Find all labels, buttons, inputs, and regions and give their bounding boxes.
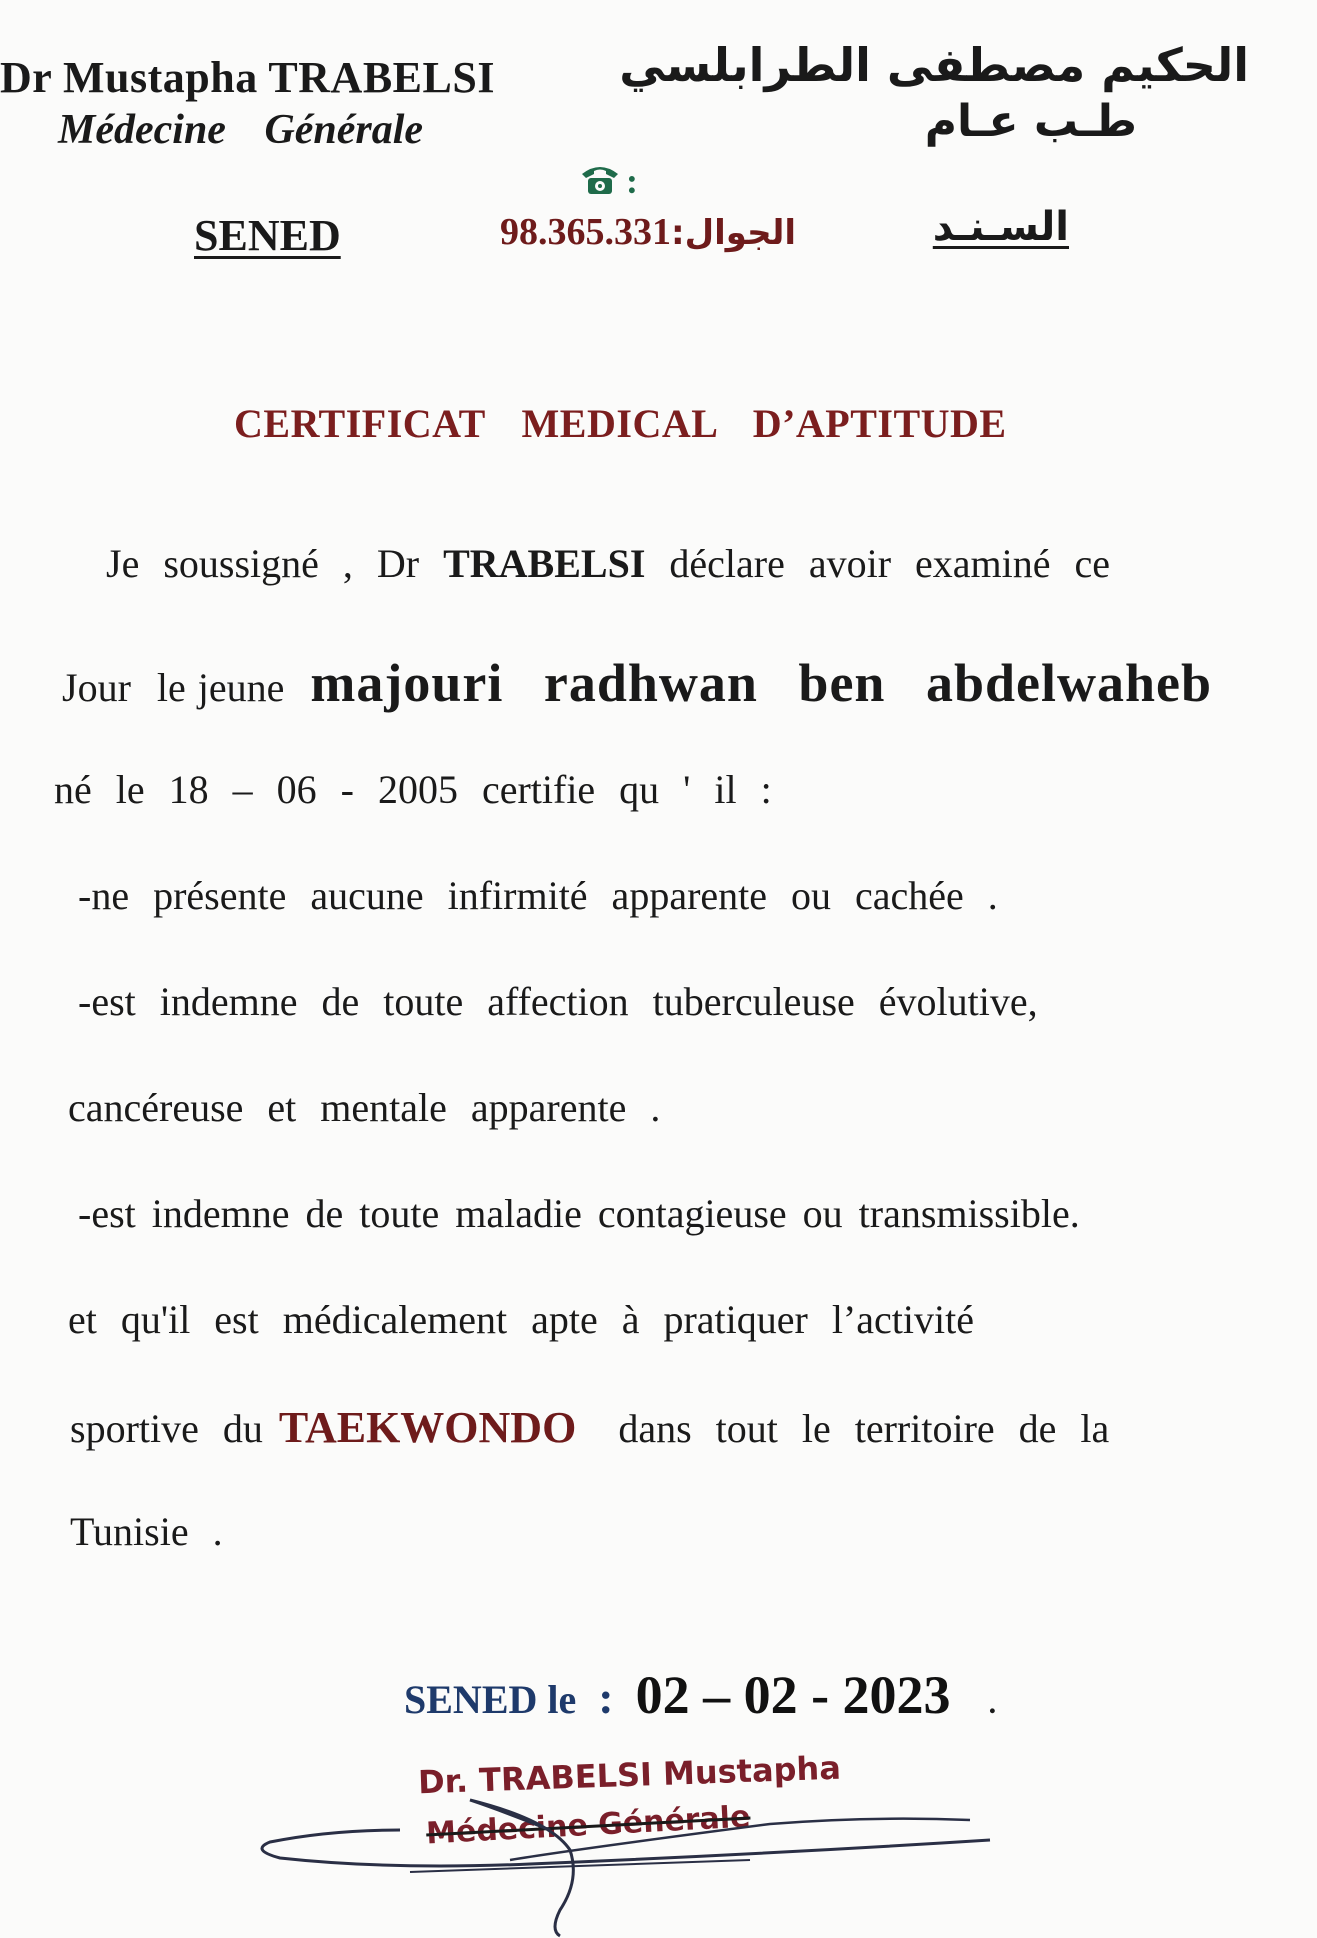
body-line-10: Tunisie .	[70, 1509, 223, 1554]
date-colon: :	[598, 1672, 614, 1723]
date-place-label: SENED le	[404, 1677, 577, 1722]
phone-colon: :	[626, 161, 638, 201]
stamp-specialty: Médecine Générale	[425, 1799, 752, 1852]
signature	[250, 1790, 1010, 1938]
body-line-9-end: dans tout le territoire de la	[618, 1406, 1110, 1451]
body-line-1	[106, 540, 1110, 587]
body-line-5: -est indemne de toute affection tuberculeuse évolutive,	[78, 979, 1038, 1024]
body-line-7: -est indemne de toute maladie contagieuse ou transmissible.	[78, 1191, 1080, 1236]
body-line-8: et qu'il est médicalement apte à pratiquer l’activité	[68, 1297, 974, 1342]
mobile-row	[500, 210, 796, 254]
sport-name: TAEKWONDO	[278, 1403, 577, 1452]
body-line-9-start: sportive du	[70, 1406, 263, 1451]
body-line-3: né le 18 – 06 - 2005 certifie qu ' il :	[54, 767, 772, 812]
doctor-name: Dr Mustapha TRABELSI	[0, 53, 495, 102]
certificate-title: CERTIFICAT MEDICAL D’APTITUDE	[234, 401, 1007, 446]
mobile-number: 98.365.331	[500, 211, 671, 253]
stamp-doctor-name: Dr. TRABELSI Mustapha	[417, 1748, 842, 1802]
phone-row	[578, 160, 638, 202]
city-label-arabic: السـنـد	[932, 204, 1069, 250]
date-row	[404, 1664, 996, 1726]
body-line-1-start: Je soussigné , Dr	[106, 541, 420, 586]
body-line-9	[70, 1402, 1109, 1453]
telephone-icon	[578, 162, 622, 201]
patient-name: majouri radhwan ben abdelwaheb	[310, 653, 1213, 713]
body-line-1-end: déclare avoir examiné ce	[669, 541, 1111, 586]
doctor-surname: TRABELSI	[443, 541, 646, 586]
body-line-2-jour: Jour	[62, 665, 131, 710]
mobile-label-arabic: الجوال:	[671, 213, 796, 253]
date-trailing-dot: .	[988, 1687, 997, 1720]
city-label: SENED	[194, 211, 341, 260]
body-line-6: cancéreuse et mentale apparente .	[68, 1085, 661, 1130]
doctor-specialty-arabic: طـب عـام	[924, 96, 1137, 147]
body-line-2	[62, 652, 1212, 714]
body-line-4: -ne présente aucune infirmité apparente ou cachée .	[78, 873, 998, 918]
body-line-2-jeune: le jeune	[156, 665, 285, 710]
certificate-date: 02 – 02 - 2023	[635, 1665, 951, 1725]
doctor-name-arabic: الحكيم مصطفى الطرابلسي	[619, 38, 1249, 92]
doctor-specialty: Médecine Générale	[58, 107, 424, 153]
